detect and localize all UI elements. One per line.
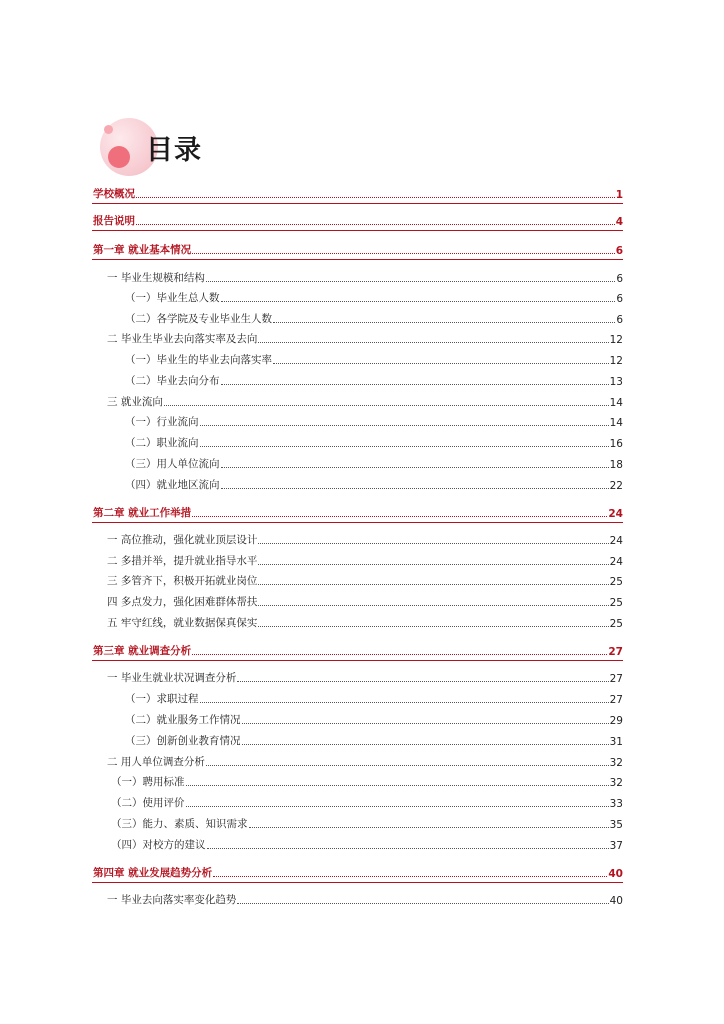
toc-entry-title: 二 多措并举，提升就业指导水平 (107, 555, 258, 567)
toc-entry-page: 40 (608, 868, 623, 880)
toc-entry-title: （二）使用评价 (111, 797, 185, 809)
toc-entry-page: 35 (609, 819, 623, 831)
toc-leader-dots (242, 722, 609, 724)
toc-leader-dots (258, 604, 608, 606)
toc-entry[interactable] (125, 712, 623, 727)
toc-entry-page: 6 (616, 293, 623, 305)
toc-entry-page: 6 (616, 314, 623, 326)
toc-entry-page: 6 (616, 273, 623, 285)
toc-entry[interactable] (93, 643, 623, 658)
toc-entry-title: （四）对校方的建议 (111, 839, 206, 851)
decorative-dot-icon (104, 125, 113, 134)
toc-entry-title: （三）创新创业教育情况 (125, 735, 241, 747)
chapter-separator-line (92, 259, 623, 260)
toc-entry[interactable] (107, 532, 623, 547)
toc-leader-dots (242, 743, 609, 745)
toc-entry-page: 27 (609, 694, 623, 706)
toc-entry-page: 25 (609, 618, 623, 630)
toc-entry[interactable] (125, 733, 623, 748)
toc-entry-page: 6 (615, 245, 623, 257)
toc-entry-page: 18 (609, 459, 623, 471)
toc-entry-page: 33 (609, 798, 623, 810)
toc-leader-dots (258, 542, 608, 544)
title-block (100, 118, 260, 188)
decorative-small-circle-icon (108, 146, 130, 168)
chapter-separator-line (92, 203, 623, 204)
toc-leader-dots (273, 362, 609, 364)
toc-entry-title: 五 牢守红线，就业数据保真保实 (107, 617, 258, 629)
toc-entry[interactable] (125, 691, 623, 706)
toc-entry-title: （三）能力、素质、知识需求 (111, 818, 248, 830)
toc-entry[interactable] (125, 373, 623, 388)
toc-leader-dots (237, 902, 608, 904)
toc-leader-dots (221, 383, 609, 385)
toc-entry-page: 12 (609, 355, 623, 367)
toc-entry[interactable] (111, 837, 623, 852)
toc-leader-dots (186, 784, 609, 786)
toc-entry[interactable] (111, 795, 623, 810)
chapter-separator-line (92, 882, 623, 883)
toc-entry-page: 24 (608, 508, 623, 520)
toc-entry-title: （二）职业流向 (125, 437, 199, 449)
toc-entry-title: 三 多管齐下，积极开拓就业岗位 (107, 575, 258, 587)
toc-entry[interactable] (125, 352, 623, 367)
chapter-separator-line (92, 230, 623, 231)
toc-leader-dots (249, 826, 609, 828)
toc-leader-dots (258, 625, 608, 627)
toc-leader-dots (136, 223, 615, 225)
toc-entry[interactable] (93, 213, 623, 228)
toc-entry-title: 一 高位推动，强化就业顶层设计 (107, 534, 258, 546)
toc-entry-title: （一）求职过程 (125, 693, 199, 705)
toc-entry-page: 14 (609, 397, 623, 409)
toc-leader-dots (273, 321, 615, 323)
toc-leader-dots (206, 280, 615, 282)
chapter-separator-line (92, 660, 623, 661)
toc-leader-dots (221, 466, 609, 468)
toc-entry-page: 25 (609, 576, 623, 588)
toc-leader-dots (186, 805, 609, 807)
toc-entry[interactable] (107, 394, 623, 409)
toc-leader-dots (207, 847, 609, 849)
toc-leader-dots (258, 583, 608, 585)
page-title: 目录 (146, 135, 202, 166)
toc-leader-dots (213, 875, 607, 877)
toc-leader-dots (200, 424, 609, 426)
toc-entry[interactable] (111, 774, 623, 789)
toc-entry-page: 29 (609, 715, 623, 727)
toc-leader-dots (200, 701, 609, 703)
toc-entry[interactable] (107, 615, 623, 630)
toc-entry-title: （一）行业流向 (125, 416, 199, 428)
toc-entry[interactable] (125, 414, 623, 429)
toc-entry[interactable] (125, 435, 623, 450)
toc-entry-title: （三）用人单位流向 (125, 458, 220, 470)
toc-leader-dots (200, 445, 609, 447)
toc-entry-page: 4 (615, 216, 623, 228)
toc-entry-page: 37 (609, 840, 623, 852)
toc-entry-title: （四）就业地区流向 (125, 479, 220, 491)
toc-entry-title: 二 毕业生毕业去向落实率及去向 (107, 333, 258, 345)
toc-entry-page: 16 (609, 438, 623, 450)
toc-entry[interactable] (93, 865, 623, 880)
toc-entry[interactable] (107, 670, 623, 685)
toc-entry-page: 13 (609, 376, 623, 388)
toc-entry[interactable] (107, 270, 623, 285)
toc-entry-title: 第一章 就业基本情况 (93, 244, 192, 256)
toc-leader-dots (258, 563, 608, 565)
toc-entry-title: 一 毕业去向落实率变化趋势 (107, 894, 237, 906)
toc-leader-dots (192, 653, 607, 655)
toc-entry-title: 四 多点发力，强化困难群体帮扶 (107, 596, 258, 608)
toc-entry-title: （一）聘用标准 (111, 776, 185, 788)
toc-leader-dots (237, 680, 608, 682)
toc-entry-page: 24 (609, 556, 623, 568)
toc-entry[interactable] (111, 816, 623, 831)
toc-entry-page: 14 (609, 417, 623, 429)
toc-entry[interactable] (125, 456, 623, 471)
toc-entry-title: 一 毕业生规模和结构 (107, 272, 205, 284)
toc-entry-title: 三 就业流向 (107, 396, 163, 408)
toc-entry-page: 27 (609, 673, 623, 685)
toc-entry-page: 32 (609, 757, 623, 769)
toc-entry-page: 32 (609, 777, 623, 789)
toc-entry[interactable] (125, 290, 623, 305)
toc-entry-title: （二）就业服务工作情况 (125, 714, 241, 726)
toc-leader-dots (192, 252, 615, 254)
toc-entry[interactable] (107, 573, 623, 588)
toc-entry-page: 31 (609, 736, 623, 748)
toc-entry[interactable] (107, 331, 623, 346)
toc-entry-page: 40 (609, 895, 623, 907)
toc-entry[interactable] (107, 754, 623, 769)
toc-entry[interactable] (107, 553, 623, 568)
toc-entry-title: 学校概况 (93, 188, 135, 200)
toc-entry-title: 二 用人单位调查分析 (107, 756, 205, 768)
toc-entry-page: 12 (609, 334, 623, 346)
toc-entry[interactable] (107, 594, 623, 609)
toc-leader-dots (192, 515, 607, 517)
toc-leader-dots (221, 300, 616, 302)
toc-entry-title: 第四章 就业发展趋势分析 (93, 867, 213, 879)
toc-entry-page: 25 (609, 597, 623, 609)
toc-entry-title: （二）毕业去向分布 (125, 375, 220, 387)
toc-entry-title: 一 毕业生就业状况调查分析 (107, 672, 237, 684)
toc-entry-title: 报告说明 (93, 215, 135, 227)
toc-leader-dots (258, 341, 608, 343)
toc-entry-title: （一）毕业生总人数 (125, 292, 220, 304)
chapter-separator-line (92, 522, 623, 523)
toc-entry-title: （二）各学院及专业毕业生人数 (125, 313, 272, 325)
toc-entry-title: 第二章 就业工作举措 (93, 507, 192, 519)
toc-leader-dots (206, 764, 609, 766)
toc-entry-title: （一）毕业生的毕业去向落实率 (125, 354, 272, 366)
toc-entry-page: 24 (609, 535, 623, 547)
toc-entry[interactable] (93, 242, 623, 257)
toc-leader-dots (136, 196, 615, 198)
toc-entry[interactable] (125, 311, 623, 326)
toc-entry[interactable] (93, 505, 623, 520)
toc-entry-page: 1 (615, 189, 623, 201)
toc-entry-page: 27 (608, 646, 623, 658)
toc-entry[interactable] (125, 477, 623, 492)
toc-entry[interactable] (107, 892, 623, 907)
toc-entry-page: 22 (609, 480, 623, 492)
toc-entry-title: 第三章 就业调查分析 (93, 645, 192, 657)
toc-leader-dots (221, 487, 609, 489)
toc-leader-dots (164, 404, 609, 406)
toc-entry[interactable] (93, 186, 623, 201)
